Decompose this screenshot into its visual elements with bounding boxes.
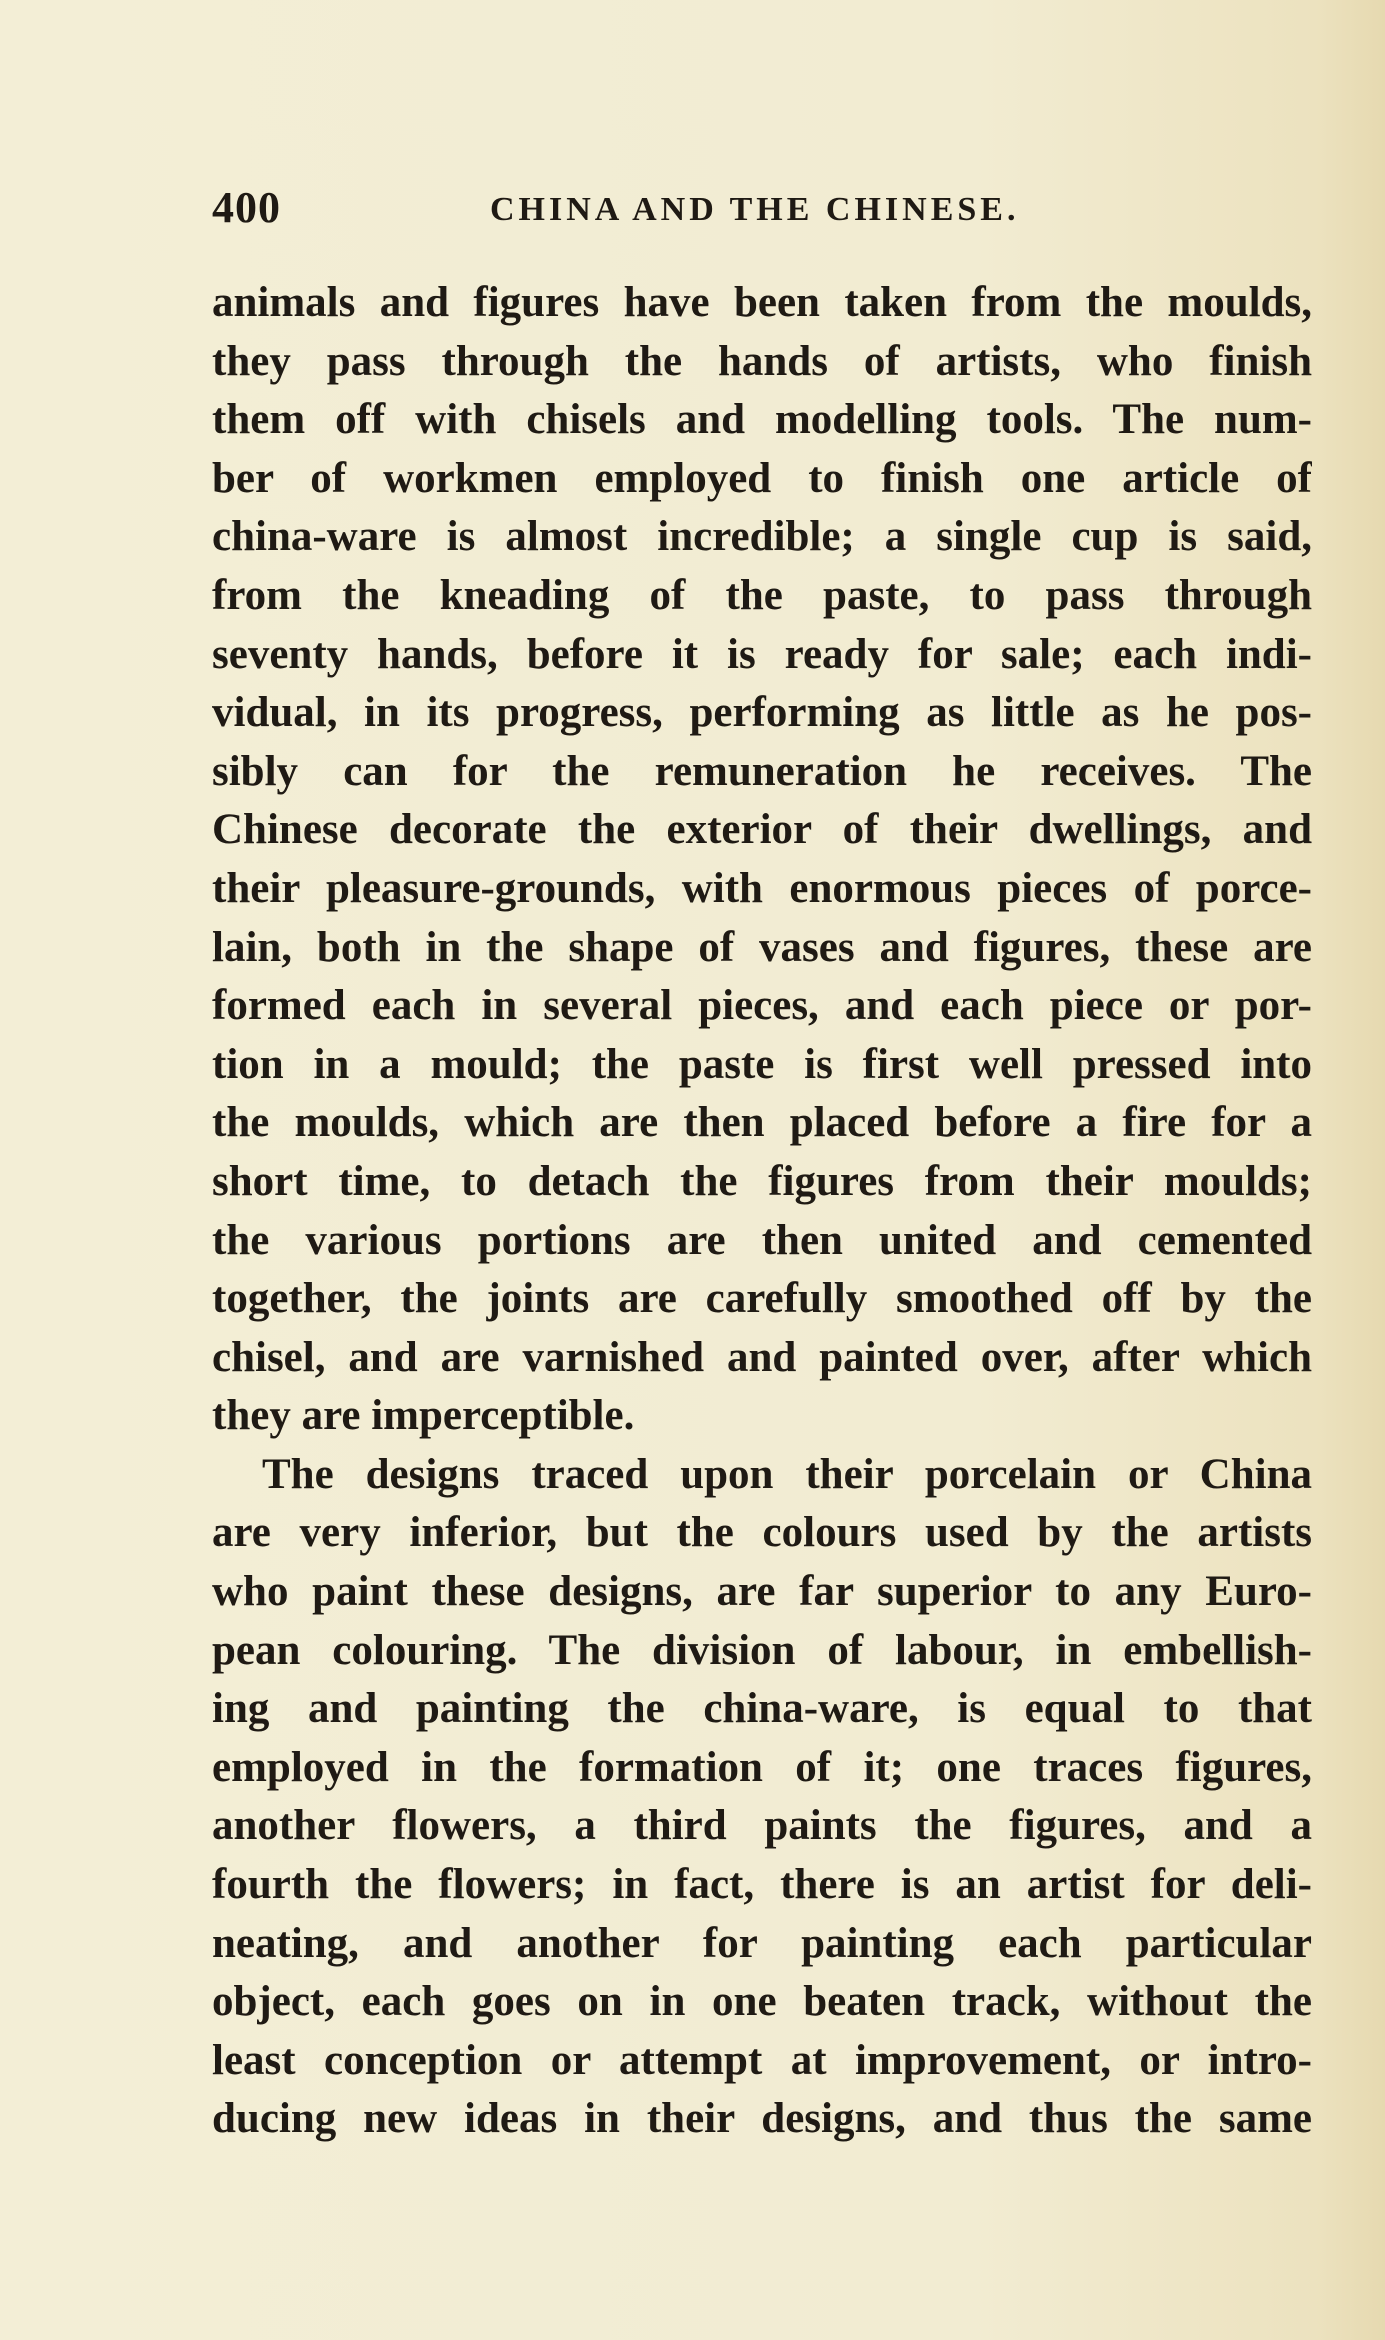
text-line: together, the joints are carefully smoothed off by the [212, 1275, 1312, 1323]
text-line: another flowers, a third paints the figures, and a [212, 1802, 1312, 1850]
text-line: sibly can for the remuneration he receives. The [212, 747, 1312, 795]
text-line: short time, to detach the figures from their moulds; [212, 1157, 1312, 1205]
text-line: ber of workmen employed to finish one article of [212, 454, 1312, 502]
text-line: pean colouring. The division of labour, in embellish- [212, 1626, 1312, 1674]
page-number: 400 [212, 183, 281, 232]
text-line: chisel, and are varnished and painted over, after which [212, 1333, 1312, 1381]
text-line: they pass through the hands of artists, who finish [212, 337, 1312, 385]
text-line: neating, and another for painting each particular [212, 1919, 1312, 1967]
text-line: ing and painting the china-ware, is equal to that [212, 1685, 1312, 1733]
text-line: the moulds, which are then placed before a fire for a [212, 1099, 1312, 1147]
text-line: employed in the formation of it; one traces figures, [212, 1743, 1312, 1791]
text-line: seventy hands, before it is ready for sale; each indi- [212, 630, 1312, 678]
page-header [212, 178, 1312, 238]
text-line: object, each goes on in one beaten track, without the [212, 1978, 1312, 2026]
text-line: vidual, in its progress, performing as little as he pos- [212, 689, 1312, 737]
text-line: they are imperceptible. [212, 1392, 635, 1440]
text-line: fourth the flowers; in fact, there is an artist for deli- [212, 1861, 1312, 1909]
text-line: formed each in several pieces, and each piece or por- [212, 982, 1312, 1030]
text-line: Chinese decorate the exterior of their dwellings, and [212, 806, 1312, 854]
text-line: from the kneading of the paste, to pass through [212, 571, 1312, 619]
text-line: are very inferior, but the colours used by the artists [212, 1509, 1312, 1557]
running-head: CHINA AND THE CHINESE. [490, 191, 1020, 228]
text-line: tion in a mould; the paste is first well pressed into [212, 1040, 1312, 1088]
text-line: least conception or attempt at improvement, or intro- [212, 2036, 1312, 2084]
text-line: their pleasure-grounds, with enormous pieces of porce- [212, 864, 1312, 912]
text-line: ducing new ideas in their designs, and thus the same [212, 2095, 1312, 2143]
text-line: The designs traced upon their porcelain or China [262, 1450, 1312, 1498]
text-line: lain, both in the shape of vases and figures, these are [212, 923, 1312, 971]
body-text [212, 274, 1312, 2149]
text-line: the various portions are then united and cemented [212, 1216, 1312, 1264]
text-line: who paint these designs, are far superior to any Euro- [212, 1568, 1312, 1616]
text-line: them off with chisels and modelling tools. The num- [212, 396, 1312, 444]
text-line: animals and figures have been taken from the moulds, [212, 279, 1312, 326]
text-line: china-ware is almost incredible; a single cup is said, [212, 513, 1312, 561]
